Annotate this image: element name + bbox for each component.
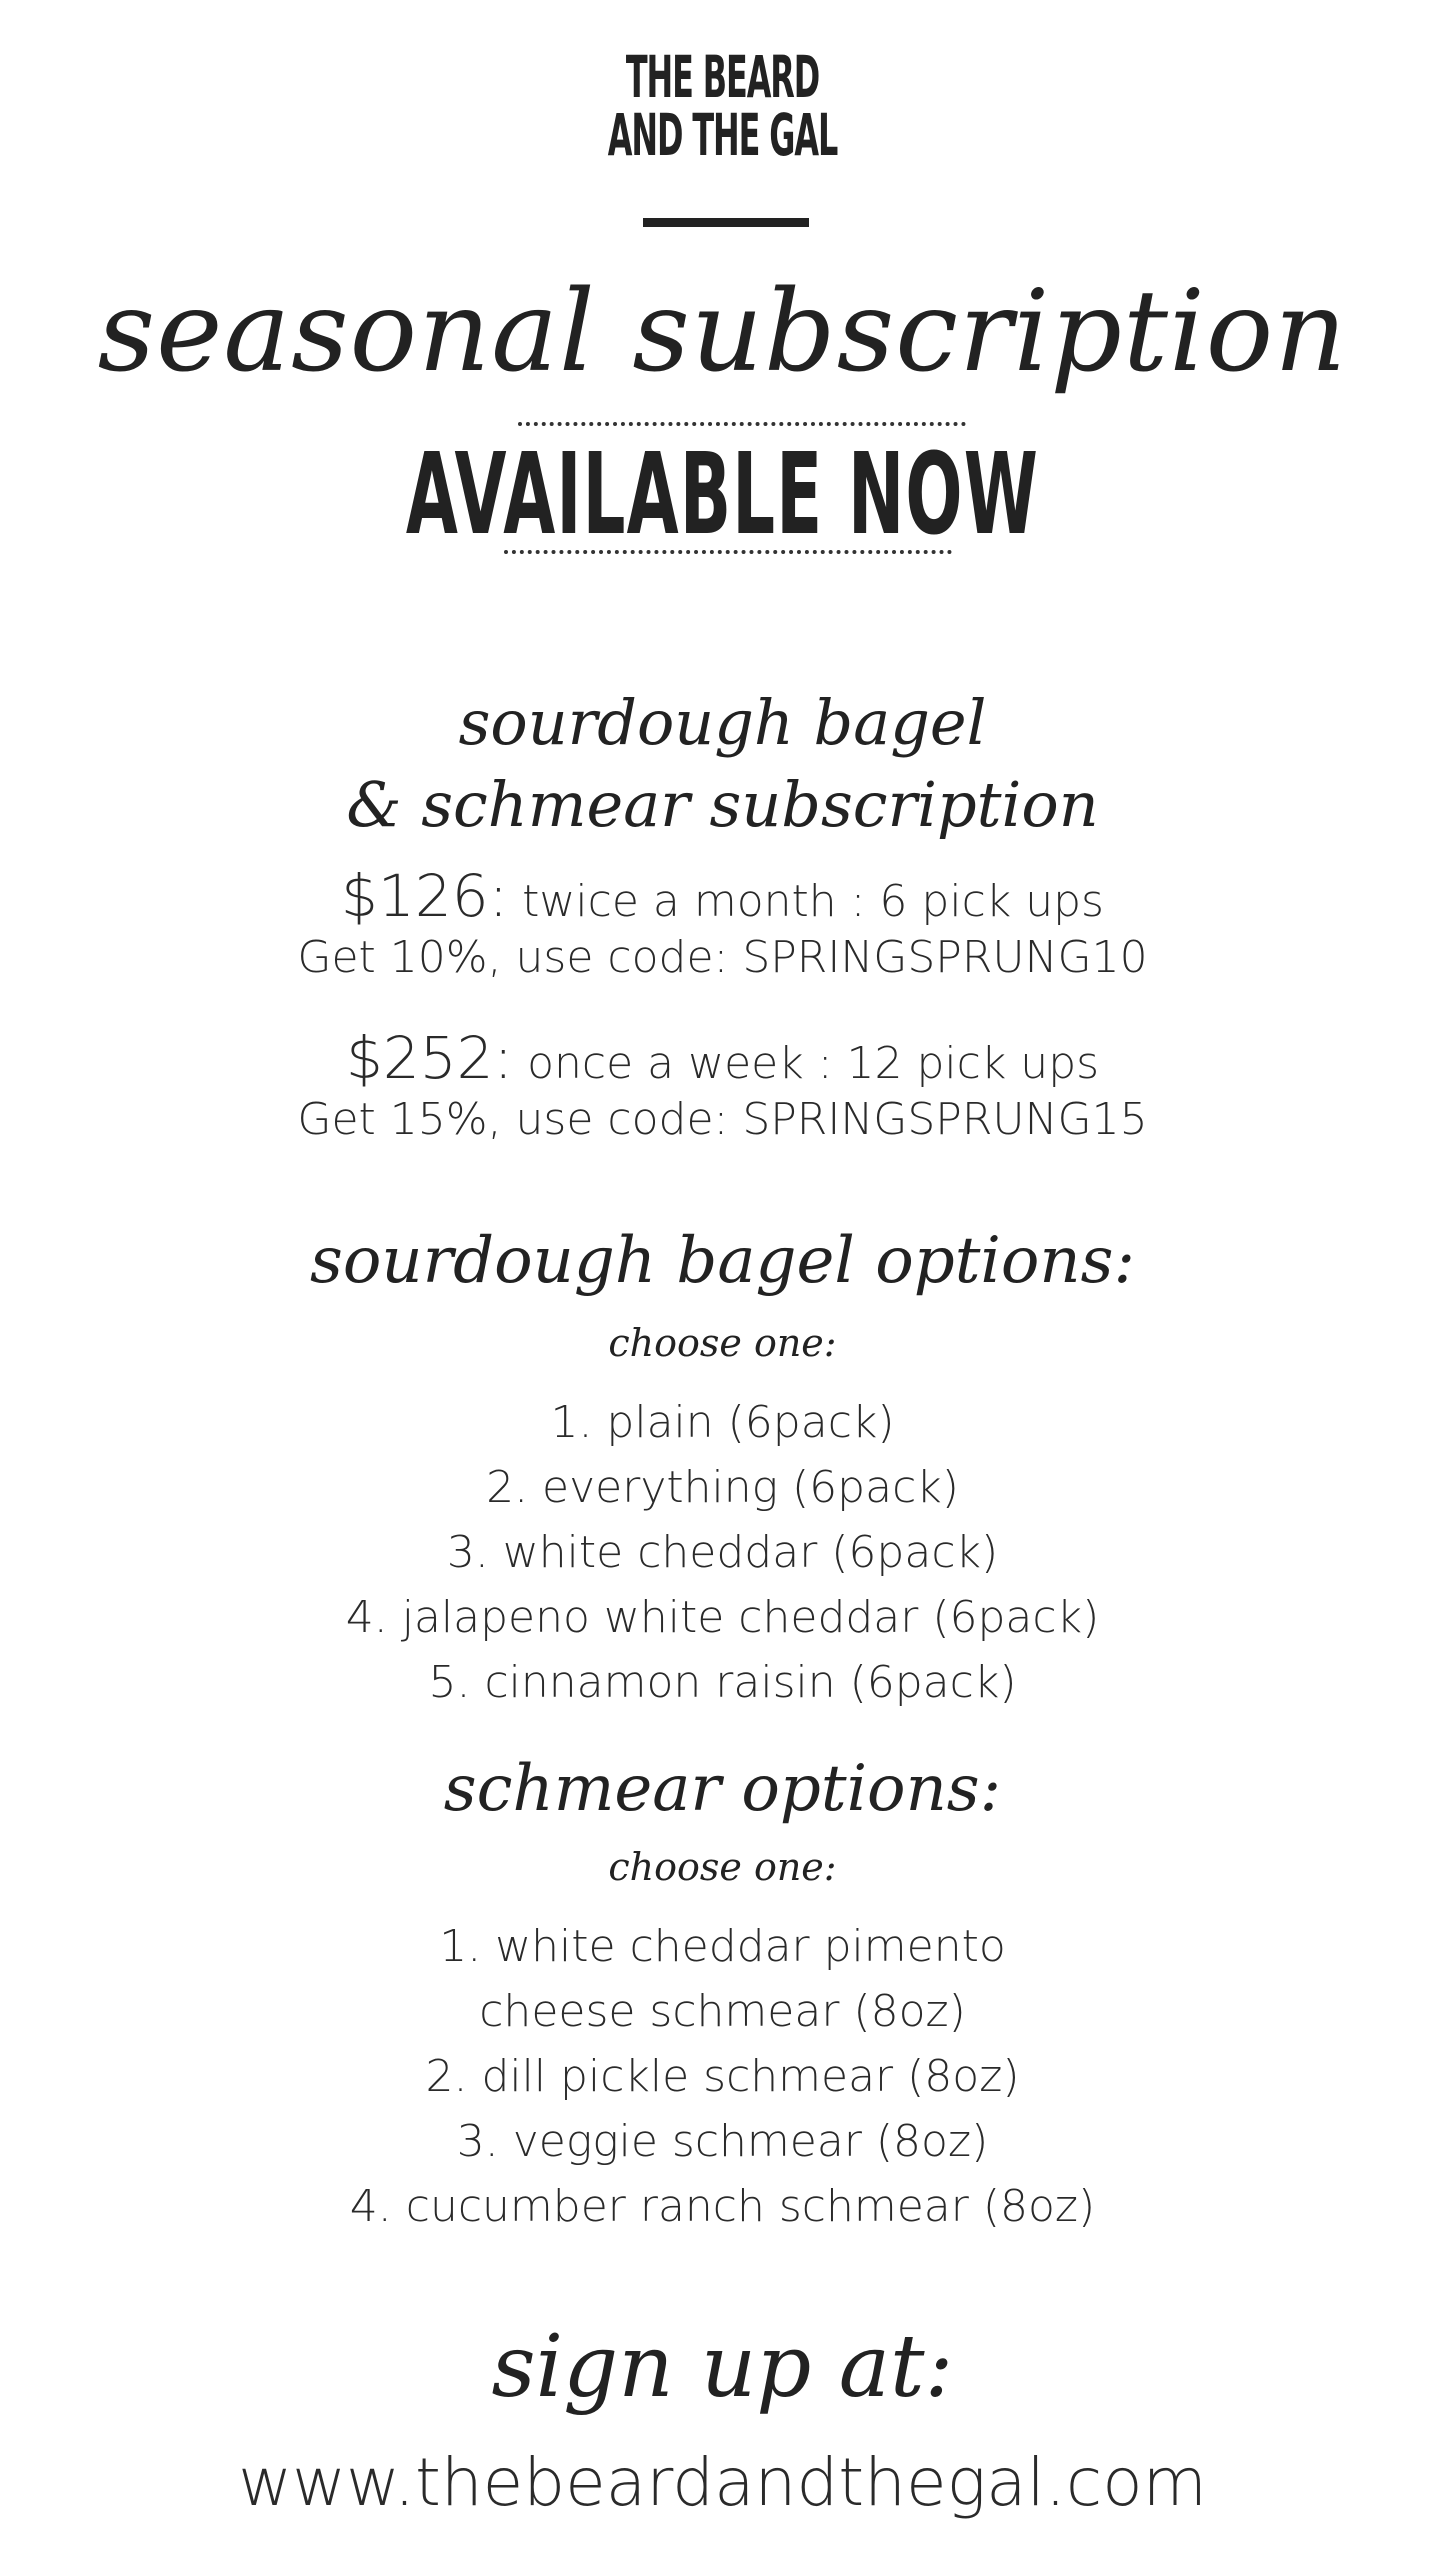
list-item: 4. jalapeno white cheddar (6pack) (345, 1592, 1100, 1643)
available-now-banner: AVAILABLE NOW (405, 430, 1040, 560)
plan-price: $252: (345, 1024, 514, 1092)
subscription-title-line-1: sourdough bagel (458, 686, 987, 759)
list-item: cheese schmear (8oz) (479, 1986, 966, 2037)
website-url: www.thebeardandthegal.com (238, 2444, 1207, 2521)
dotted-divider-bottom (504, 550, 952, 554)
list-item: 3. white cheddar (6pack) (446, 1527, 999, 1578)
plan-detail: twice a month : 6 pick ups (522, 876, 1104, 927)
logo-divider (643, 218, 809, 227)
list-item: 1. plain (6pack) (550, 1397, 895, 1448)
plan-weekly (0, 1024, 1445, 1148)
list-item: 2. everything (6pack) (486, 1462, 959, 1513)
brand-logo (325, 43, 1120, 169)
bagel-options-heading: sourdough bagel options: (309, 1224, 1136, 1298)
list-item: 1. white cheddar pimento (439, 1921, 1006, 1972)
plan-detail: once a week : 12 pick ups (527, 1038, 1100, 1089)
plan-biweekly (0, 862, 1445, 986)
list-item: 5. cinnamon raisin (6pack) (428, 1657, 1017, 1708)
list-item: 2. dill pickle schmear (8oz) (425, 2051, 1020, 2102)
page-title: seasonal subscription (97, 267, 1348, 397)
list-item: 4. cucumber ranch schmear (8oz) (349, 2181, 1096, 2232)
signup-heading: sign up at: (491, 2317, 954, 2417)
subscription-title-line-2: & schmear subscription (346, 768, 1099, 841)
schmear-choose-one: choose one: (608, 1845, 837, 1889)
bagel-choose-one: choose one: (608, 1321, 837, 1365)
dotted-divider-top (518, 422, 966, 426)
logo-line-1: THE BEARD (625, 43, 820, 111)
plan-promo-code: Get 10%, use code: SPRINGSPRUNG10 (297, 932, 1148, 983)
subscription-title (0, 682, 1445, 846)
schmear-options-heading: schmear options: (443, 1752, 1002, 1826)
plan-price: $126: (341, 862, 509, 930)
plan-promo-code: Get 15%, use code: SPRINGSPRUNG15 (297, 1094, 1148, 1145)
list-item: 3. veggie schmear (8oz) (456, 2116, 989, 2167)
schmear-options-list (0, 1914, 1445, 2239)
bagel-options-list (0, 1390, 1445, 1715)
logo-line-2: AND THE GAL (607, 101, 838, 169)
